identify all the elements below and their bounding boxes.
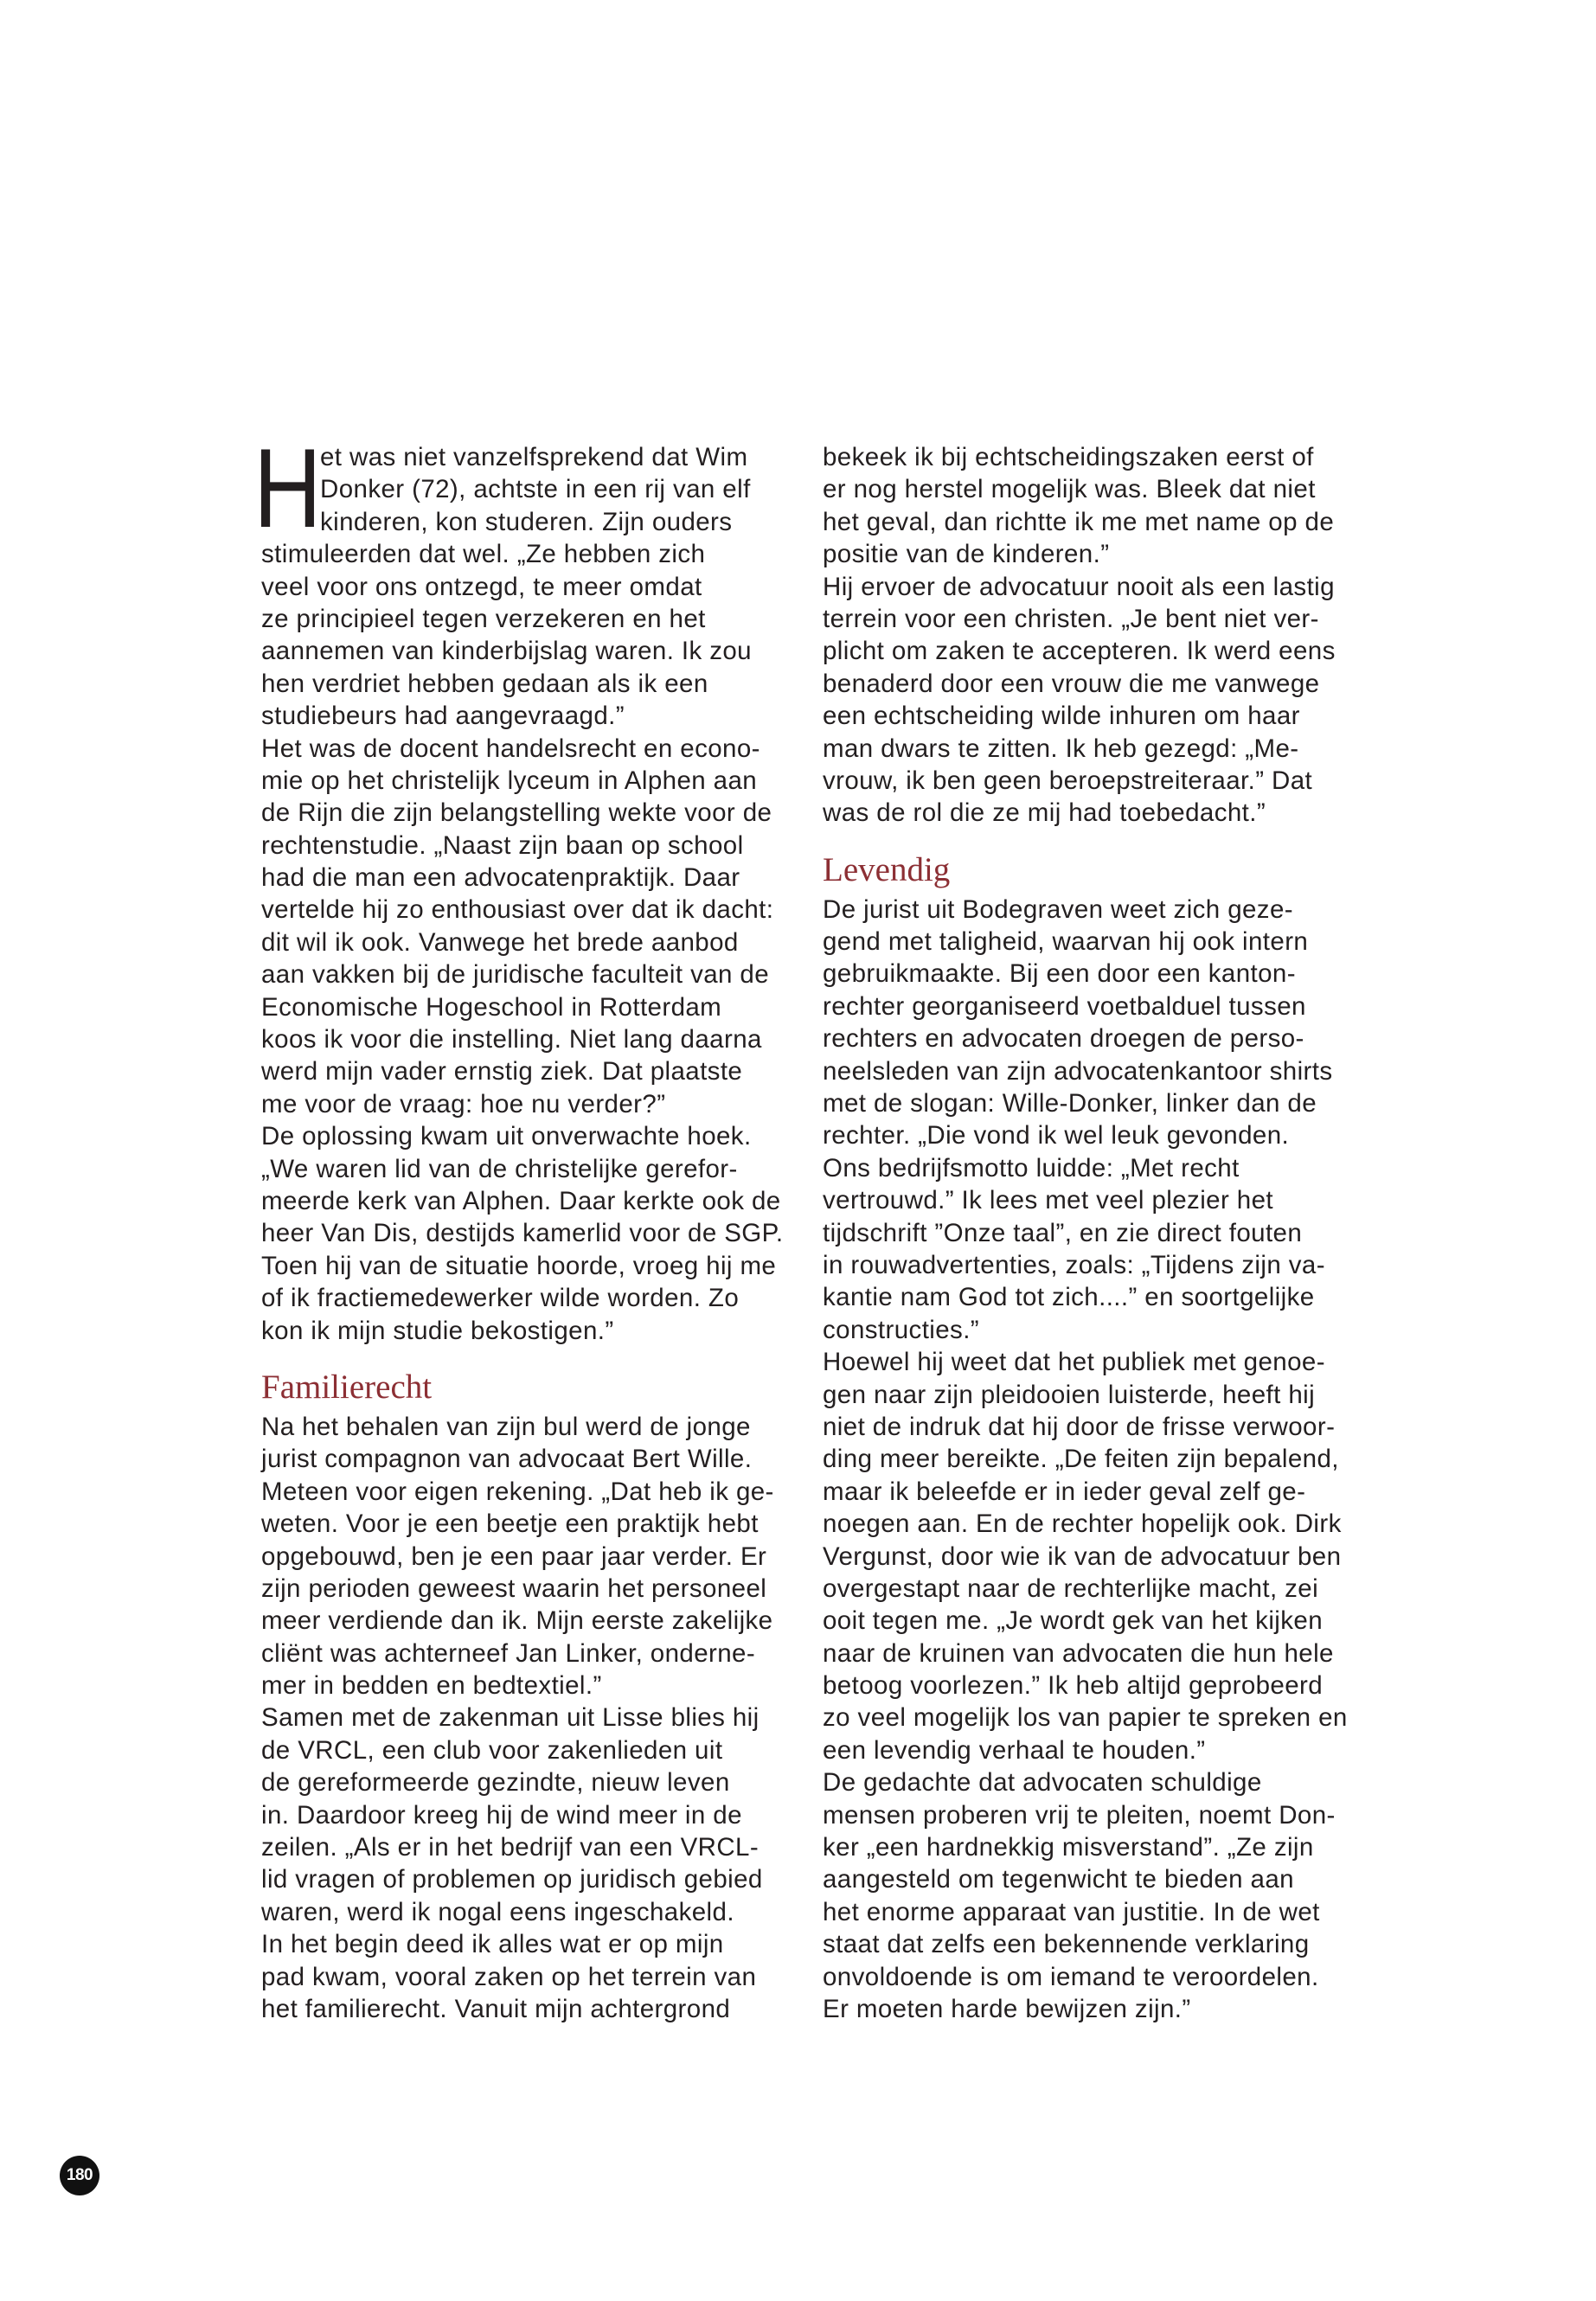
text-line: er nog herstel mogelijk was. Bleek dat niet: [823, 475, 1316, 504]
text-line: was de rol die ze mij had toebedacht.”: [823, 798, 1266, 828]
text-line: of ik fractiemedewerker wilde worden. Zo: [261, 1284, 740, 1313]
text-line: overgestapt naar de rechterlijke macht, zei: [823, 1574, 1319, 1603]
text-line: in rouwadvertenties, zoals: „Tijdens zijn va-: [823, 1250, 1325, 1279]
text-line: maar ik beleefde er in ieder geval zelf ge-: [823, 1477, 1306, 1506]
text-line: noegen aan. En de rechter hopelijk ook. Dirk: [823, 1509, 1342, 1539]
text-line: Economische Hogeschool in Rotterdam: [261, 992, 722, 1022]
text-line: kon ik mijn studie bekostigen.”: [261, 1316, 614, 1345]
text-line: kantie nam God tot zich....” en soortgelijke: [823, 1283, 1315, 1312]
text-line: vertrouwd.” Ik lees met veel plezier het: [823, 1186, 1273, 1215]
text-line: gend met taligheid, waarvan hij ook intern: [823, 927, 1309, 957]
text-line: Vergunst, door wie ik van de advocatuur ben: [823, 1541, 1342, 1571]
text-line: het geval, dan richtte ik me met name op de: [823, 507, 1335, 536]
text-line: opgebouwd, ben je een paar jaar verder. Er: [261, 1541, 767, 1571]
text-line: werd mijn vader ernstig ziek. Dat plaatste: [261, 1057, 743, 1086]
text-line: de gereformeerde gezindte, nieuw leven: [261, 1768, 730, 1798]
text-line: in. Daardoor kreeg hij de wind meer in de: [261, 1800, 742, 1830]
text-line: De gedachte dat advocaten schuldige: [823, 1768, 1262, 1798]
text-line: naar de kruinen van advocaten die hun hele: [823, 1638, 1334, 1668]
text-line: de VRCL, een club voor zakenlieden uit: [261, 1735, 723, 1765]
text-line: cliënt was achterneef Jan Linker, onderne-: [261, 1638, 756, 1668]
article-column-right: [823, 441, 1348, 2025]
text-line: In het begin deed ik alles wat er op mijn: [261, 1930, 724, 1959]
page-number-badge: 180: [60, 2156, 99, 2195]
text-line: pad kwam, vooral zaken op het terrein van: [261, 1962, 757, 1991]
text-line: stimuleerden dat wel. „Ze hebben zich: [261, 540, 706, 569]
text-line: bekeek ik bij echtscheidingszaken eerst of: [823, 443, 1314, 471]
text-line: vrouw, ik ben geen beroepstreiteraar.” Dat: [823, 766, 1313, 795]
text-line: rechter. „Die vond ik wel leuk gevonden.: [823, 1121, 1290, 1150]
text-line: „We waren lid van de christelijke gerefor-: [261, 1154, 738, 1183]
text-line: aannemen van kinderbijslag waren. Ik zou: [261, 637, 752, 666]
text-line: ze principieel tegen verzekeren en het: [261, 604, 706, 633]
text-line: waren, werd ik nogal eens ingeschakeld.: [261, 1897, 734, 1926]
text-line: heer Van Dis, destijds kamerlid voor de SGP.: [261, 1219, 784, 1248]
text-line: een levendig verhaal te houden.”: [823, 1735, 1206, 1765]
article-column-left: [253, 425, 784, 2025]
text-line: staat dat zelfs een bekennende verklaring: [823, 1930, 1310, 1959]
text-line: plicht om zaken te accepteren. Ik werd eens: [823, 637, 1336, 666]
text-line: het enorme apparaat van justitie. In de wet: [823, 1897, 1320, 1926]
text-line: constructies.”: [823, 1315, 980, 1344]
text-line: zo veel mogelijk los van papier te spreken en: [823, 1703, 1348, 1733]
text-line: De oplossing kwam uit onverwachte hoek.: [261, 1122, 752, 1151]
text-line: De jurist uit Bodegraven weet zich geze-: [823, 894, 1293, 924]
text-line: aangesteld om tegenwicht te bieden aan: [823, 1865, 1294, 1894]
text-line: man dwars te zitten. Ik heb gezegd: „Me-: [823, 734, 1299, 763]
text-line: onvoldoende is om iemand te veroordelen.: [823, 1962, 1319, 1991]
text-line: et was niet vanzelfsprekend dat Wim: [320, 443, 748, 471]
text-line: kinderen, kon studeren. Zijn ouders: [320, 507, 733, 536]
text-line: een echtscheiding wilde inhuren om haar: [823, 702, 1300, 731]
text-line: benaderd door een vrouw die me vanwege: [823, 669, 1320, 698]
text-line: lid vragen of problemen op juridisch gebied: [261, 1865, 763, 1894]
text-line: zeilen. „Als er in het bedrijf van een VRCL-: [261, 1833, 760, 1862]
text-line: betoog voorlezen.” Ik heb altijd geprobeerd: [823, 1671, 1324, 1701]
text-line: gen naar zijn pleidooien luisterde, heeft hij: [823, 1380, 1316, 1409]
text-line: veel voor ons ontzegd, te meer omdat: [261, 572, 702, 601]
text-line: positie van de kinderen.”: [823, 540, 1110, 569]
text-line: Hij ervoer de advocatuur nooit als een lastig: [823, 572, 1335, 601]
text-line: gebruikmaakte. Bij een door een kanton-: [823, 959, 1296, 989]
text-line: rechter georganiseerd voetbalduel tussen: [823, 991, 1306, 1021]
drop-cap: H: [253, 425, 322, 551]
text-line: ooit tegen me. „Je wordt gek van het kijken: [823, 1606, 1324, 1636]
text-line: koos ik voor die instelling. Niet lang daarna: [261, 1025, 762, 1054]
text-line: Samen met de zakenman uit Lisse blies hij: [261, 1703, 760, 1733]
text-line: Donker (72), achtste in een rij van elf: [320, 475, 751, 504]
text-line: niet de indruk dat hij door de frisse verwoor-: [823, 1412, 1336, 1441]
text-line: terrein voor een christen. „Je bent niet ver-: [823, 604, 1319, 633]
text-line: dit wil ik ook. Vanwege het brede aanbod: [261, 927, 739, 957]
text-line: hen verdriet hebben gedaan als ik een: [261, 669, 708, 698]
text-line: Er moeten harde bewijzen zijn.”: [823, 1994, 1191, 2023]
text-line: ding meer bereikte. „De feiten zijn bepalend,: [823, 1445, 1339, 1474]
text-line: me voor de vraag: hoe nu verder?”: [261, 1089, 666, 1118]
text-line: met de slogan: Wille-Donker, linker dan de: [823, 1089, 1317, 1118]
text-line: vertelde hij zo enthousiast over dat ik dacht:: [261, 895, 774, 925]
text-line: Hoewel hij weet dat het publiek met genoe-: [823, 1348, 1325, 1377]
text-line: het familierecht. Vanuit mijn achtergrond: [261, 1994, 731, 2023]
text-line: mer in bedden en bedtextiel.”: [261, 1671, 602, 1701]
text-line: mie op het christelijk lyceum in Alphen aan: [261, 766, 758, 795]
section-heading-familierecht: Familierecht: [261, 1368, 433, 1406]
section-heading-levendig: Levendig: [823, 850, 951, 888]
text-line: neelsleden van zijn advocatenkantoor shirts: [823, 1056, 1333, 1086]
text-line: rechters en advocaten droegen de perso-: [823, 1024, 1304, 1054]
text-line: Ons bedrijfsmotto luidde: „Met recht: [823, 1153, 1240, 1183]
text-line: studiebeurs had aangevraagd.”: [261, 702, 625, 731]
text-line: zijn perioden geweest waarin het personeel: [261, 1574, 767, 1603]
text-line: Meteen voor eigen rekening. „Dat heb ik ge-: [261, 1477, 774, 1506]
text-line: aan vakken bij de juridische faculteit van de: [261, 960, 770, 990]
text-line: Na het behalen van zijn bul werd de jonge: [261, 1412, 751, 1441]
text-line: tijdschrift ”Onze taal”, en zie direct fouten: [823, 1218, 1303, 1247]
text-line: mensen proberen vrij te pleiten, noemt Don-: [823, 1800, 1336, 1830]
text-line: jurist compagnon van advocaat Bert Wille.: [261, 1445, 753, 1474]
text-line: meerde kerk van Alphen. Daar kerkte ook de: [261, 1186, 781, 1215]
text-line: rechtenstudie. „Naast zijn baan op school: [261, 830, 744, 860]
text-line: ker „een hardnekkig misverstand”. „Ze zijn: [823, 1833, 1314, 1862]
text-line: de Rijn die zijn belangstelling wekte voor de: [261, 798, 772, 828]
text-line: weten. Voor je een beetje een praktijk hebt: [261, 1509, 759, 1539]
text-line: meer verdiende dan ik. Mijn eerste zakelijke: [261, 1606, 773, 1636]
text-line: Toen hij van de situatie hoorde, vroeg hij me: [261, 1251, 777, 1280]
text-line: had die man een advocatenpraktijk. Daar: [261, 863, 740, 893]
text-line: Het was de docent handelsrecht en econo-: [261, 734, 760, 763]
